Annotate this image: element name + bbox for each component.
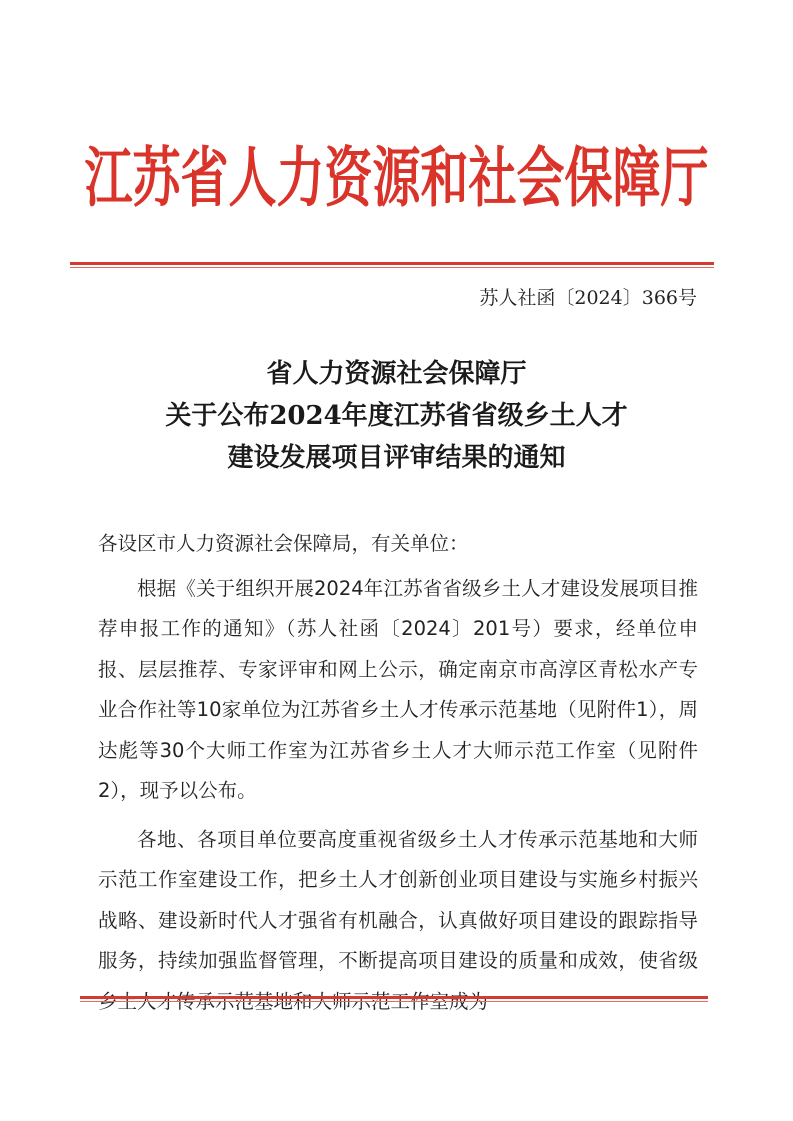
document-title <box>0 353 793 479</box>
title-line-1: 省人力资源社会保障厅 <box>266 359 527 389</box>
title-line-3: 建设发展项目评审结果的通知 <box>227 443 566 473</box>
title-line-2: 关于公布2024年度江苏省省级乡土人才 <box>165 401 628 431</box>
masthead-red-rule <box>70 262 714 265</box>
document-number: 苏人社函〔2024〕366号 <box>479 287 697 309</box>
footer-red-rule-thin <box>80 1001 708 1002</box>
document-body <box>98 524 698 1022</box>
footer-red-rule <box>80 996 708 999</box>
masthead-red-rule-thin <box>70 267 714 268</box>
salutation: 各设区市人力资源社会保障局，有关单位： <box>98 532 469 555</box>
body-paragraph-2: 各地、各项目单位要高度重视省级乡土人才传承示范基地和大师示范工作室建设工作，把乡土人才创新创业项目建设与实施乡村振兴战略、建设新时代人才强省有机融合，认真做好项目建设的跟踪指导服务，持续加强监督管理，不断提高项目建设的质量和成效，使省级 <box>98 827 698 972</box>
body-paragraph-1: 根据《关于组织开展2024年江苏省省级乡土人才建设发展项目推荐申报工作的通知》（苏人社函〔2024〕201号）要求，经单位申报、层层推荐、专家评审和网上公示，确定南京市高淳区青松水产专业合作社等10家单位为江苏省乡土人才传承示范基地（见附件1），周达彪等30个大师工作室为江苏省乡土人才大师示范工作室（见附件2），现予以公布。 <box>98 576 698 802</box>
masthead-org-name: 江苏省人力资源和社会保障厅 <box>84 140 709 217</box>
